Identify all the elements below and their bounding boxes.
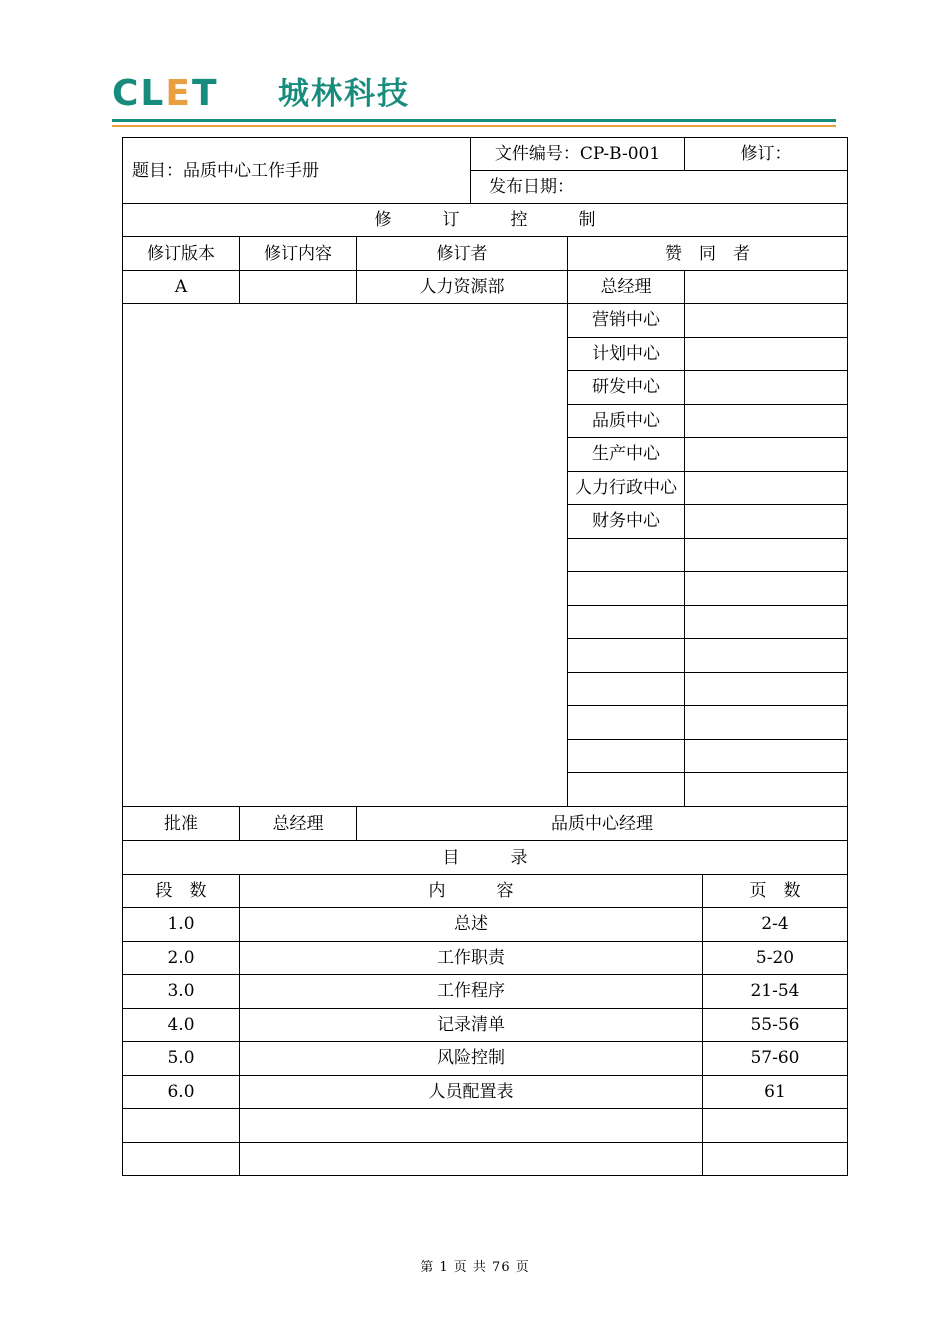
toc-pages	[703, 1142, 848, 1176]
approver-name	[568, 639, 685, 673]
toc-pages: 5-20	[703, 941, 848, 975]
col-header-content: 修订内容	[240, 237, 357, 271]
logo-t: T	[191, 73, 219, 114]
toc-content: 记录清单	[240, 1008, 703, 1042]
toc-section-number: 2.0	[123, 941, 240, 975]
toc-section-number: 4.0	[123, 1008, 240, 1042]
toc-section-number	[123, 1109, 240, 1143]
approver-signature	[685, 438, 848, 472]
header-rule-orange	[112, 125, 836, 127]
approver-signature	[685, 538, 848, 572]
toc-pages: 21-54	[703, 975, 848, 1009]
revision-notes-area	[123, 304, 568, 807]
toc-row	[123, 1142, 848, 1176]
toc-content: 风险控制	[240, 1042, 703, 1076]
approval-label: 批准	[123, 807, 240, 841]
revision-control-title: 修 订 控 制	[123, 204, 848, 237]
approver-name: 财务中心	[568, 505, 685, 539]
approver-name	[568, 739, 685, 773]
toc-pages: 57-60	[703, 1042, 848, 1076]
approver-signature	[685, 404, 848, 438]
col-header-approvers: 赞 同 者	[568, 237, 848, 271]
approver-signature	[685, 505, 848, 539]
revision-content-value	[240, 271, 357, 304]
toc-content: 工作职责	[240, 941, 703, 975]
approver-signature	[685, 639, 848, 673]
logo-cl: CL	[112, 73, 166, 114]
header-rule-green	[112, 119, 836, 122]
approver-signature	[685, 572, 848, 606]
approver-name	[568, 672, 685, 706]
approval-approver-1: 总经理	[240, 807, 357, 841]
approver-name: 总经理	[568, 271, 685, 304]
toc-content: 总述	[240, 908, 703, 942]
approver-name: 生产中心	[568, 438, 685, 472]
approver-name	[568, 538, 685, 572]
revision-control-table	[122, 137, 848, 807]
company-logo-latin	[112, 74, 219, 114]
toc-pages: 61	[703, 1075, 848, 1109]
approver-name: 计划中心	[568, 337, 685, 371]
approver-signature	[685, 337, 848, 371]
toc-row	[123, 1008, 848, 1042]
toc-section-number: 1.0	[123, 908, 240, 942]
toc-content: 人员配置表	[240, 1075, 703, 1109]
col-header-reviser: 修订者	[357, 237, 568, 271]
logo-e: E	[165, 73, 192, 114]
approver-name: 人力行政中心	[568, 471, 685, 505]
toc-title: 目 录	[123, 841, 848, 875]
toc-row	[123, 1075, 848, 1109]
approval-toc-table	[122, 806, 848, 1176]
revision-field: 修订：	[685, 138, 848, 171]
toc-section-number: 3.0	[123, 975, 240, 1009]
approver-signature	[685, 304, 848, 338]
toc-row	[123, 908, 848, 942]
toc-row	[123, 1109, 848, 1143]
toc-row	[123, 941, 848, 975]
approver-name	[568, 605, 685, 639]
file-number: 文件编号：CP-B-001	[471, 138, 685, 171]
company-logo-chinese: 城林科技	[278, 76, 410, 112]
reviser-value: 人力资源部	[357, 271, 568, 304]
approver-row	[123, 304, 848, 338]
approver-name	[568, 706, 685, 740]
toc-content	[240, 1109, 703, 1143]
revision-version-value: A	[123, 271, 240, 304]
toc-row	[123, 1042, 848, 1076]
approver-signature	[685, 739, 848, 773]
approver-signature	[685, 605, 848, 639]
approver-name: 研发中心	[568, 371, 685, 405]
page-number: 第 1 页 共 76 页	[420, 1260, 530, 1275]
toc-pages: 55-56	[703, 1008, 848, 1042]
approver-name	[568, 773, 685, 807]
toc-content	[240, 1142, 703, 1176]
approval-approver-2: 品质中心经理	[357, 807, 848, 841]
approver-signature	[685, 371, 848, 405]
approver-signature	[685, 672, 848, 706]
toc-header-content: 内 容	[240, 875, 703, 908]
approver-signature	[685, 773, 848, 807]
toc-header-pages: 页 数	[703, 875, 848, 908]
toc-row	[123, 975, 848, 1009]
toc-section-number	[123, 1142, 240, 1176]
publish-date: 发布日期：	[471, 171, 848, 204]
approver-signature	[685, 471, 848, 505]
toc-pages	[703, 1109, 848, 1143]
toc-header-section: 段 数	[123, 875, 240, 908]
approver-name: 品质中心	[568, 404, 685, 438]
col-header-version: 修订版本	[123, 237, 240, 271]
toc-section-number: 5.0	[123, 1042, 240, 1076]
toc-section-number: 6.0	[123, 1075, 240, 1109]
approver-name: 营销中心	[568, 304, 685, 338]
doc-title: 题目：品质中心工作手册	[123, 138, 471, 204]
document-header	[112, 70, 836, 132]
approval-row	[123, 807, 848, 841]
toc-pages: 2-4	[703, 908, 848, 942]
approver-signature	[685, 706, 848, 740]
approver-name	[568, 572, 685, 606]
toc-content: 工作程序	[240, 975, 703, 1009]
approver-signature	[685, 271, 848, 304]
